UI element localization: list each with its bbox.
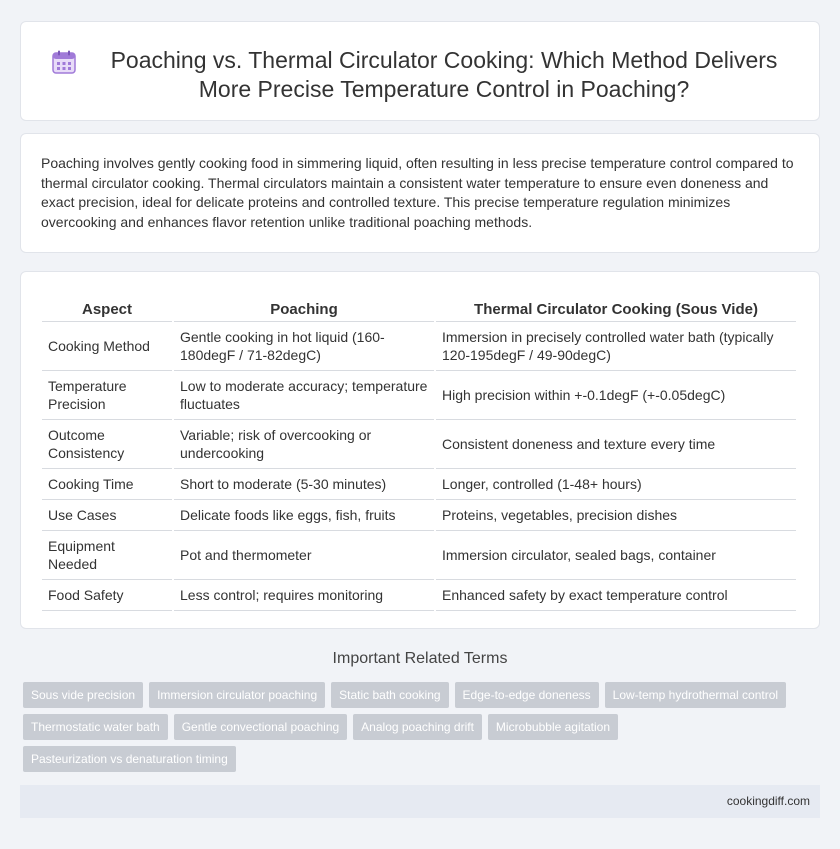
- related-term-tag[interactable]: Gentle convectional poaching: [174, 714, 347, 740]
- related-terms-list: [23, 682, 803, 778]
- comparison-card: [20, 271, 820, 629]
- table-cell: Gentle cooking in hot liquid (160-180degF / 71-82degC): [174, 322, 434, 371]
- table-header-row: [42, 294, 796, 322]
- table-row: [42, 322, 796, 371]
- page-title: Poaching vs. Thermal Circulator Cooking: Which Method Delivers More Precise Temperature Control in Poaching?: [110, 47, 778, 102]
- related-term-tag[interactable]: Low-temp hydrothermal control: [605, 682, 786, 708]
- table-cell: Equipment Needed: [42, 531, 172, 580]
- related-term-tag[interactable]: Microbubble agitation: [488, 714, 618, 740]
- table-row: [42, 469, 796, 500]
- table-cell: Longer, controlled (1-48+ hours): [436, 469, 796, 500]
- table-cell: Cooking Method: [42, 322, 172, 371]
- table-cell: Consistent doneness and texture every time: [436, 420, 796, 469]
- table-cell: Use Cases: [42, 500, 172, 531]
- related-term-tag[interactable]: Immersion circulator poaching: [149, 682, 325, 708]
- table-cell: High precision within +-0.1degF (+-0.05degC): [436, 371, 796, 420]
- table-row: [42, 420, 796, 469]
- related-term-tag[interactable]: Edge-to-edge doneness: [455, 682, 599, 708]
- footer-site-link[interactable]: cookingdiff.com: [726, 794, 810, 808]
- table-row: [42, 531, 796, 580]
- related-term-tag[interactable]: Pasteurization vs denaturation timing: [23, 746, 236, 772]
- table-cell: Cooking Time: [42, 469, 172, 500]
- table-cell: Low to moderate accuracy; temperature fluctuates: [174, 371, 434, 420]
- table-cell: Food Safety: [42, 580, 172, 611]
- table-cell: Immersion in precisely controlled water bath (typically 120-195degF / 49-90degC): [436, 322, 796, 371]
- table-row: [42, 580, 796, 611]
- table-cell: Temperature Precision: [42, 371, 172, 420]
- table-cell: Pot and thermometer: [174, 531, 434, 580]
- table-cell: Enhanced safety by exact temperature control: [436, 580, 796, 611]
- table-row: [42, 371, 796, 420]
- related-terms-heading: Important Related Terms: [332, 650, 508, 667]
- comparison-table: [40, 294, 798, 611]
- table-cell: Less control; requires monitoring: [174, 580, 434, 611]
- table-row: [42, 500, 796, 531]
- summary-card: [20, 133, 820, 253]
- related-term-tag[interactable]: Static bath cooking: [331, 682, 448, 708]
- table-cell: Outcome Consistency: [42, 420, 172, 469]
- table-cell: Variable; risk of overcooking or undercooking: [174, 420, 434, 469]
- related-term-tag[interactable]: Sous vide precision: [23, 682, 143, 708]
- header-aspect: Aspect: [42, 294, 172, 322]
- table-cell: Delicate foods like eggs, fish, fruits: [174, 500, 434, 531]
- summary-text: Poaching involves gently cooking food in simmering liquid, often resulting in less precise temperature control compared to thermal circulator cooking. Thermal circulators maintain a consistent water temperature to ensure even doneness and exact precision, ideal for delicate proteins and controlled texture. This precise temperature regulation minimizes overcooking and enhances flavor retention unlike traditional poaching methods.: [41, 155, 794, 230]
- related-term-tag[interactable]: Thermostatic water bath: [23, 714, 168, 740]
- header-poaching: Poaching: [174, 294, 434, 322]
- title-card: [20, 21, 820, 121]
- footer: [20, 785, 820, 818]
- table-cell: Proteins, vegetables, precision dishes: [436, 500, 796, 531]
- header-thermal-circulator: Thermal Circulator Cooking (Sous Vide): [436, 294, 796, 322]
- table-cell: Immersion circulator, sealed bags, container: [436, 531, 796, 580]
- calendar-icon: [51, 49, 77, 75]
- related-term-tag[interactable]: Analog poaching drift: [353, 714, 482, 740]
- table-cell: Short to moderate (5-30 minutes): [174, 469, 434, 500]
